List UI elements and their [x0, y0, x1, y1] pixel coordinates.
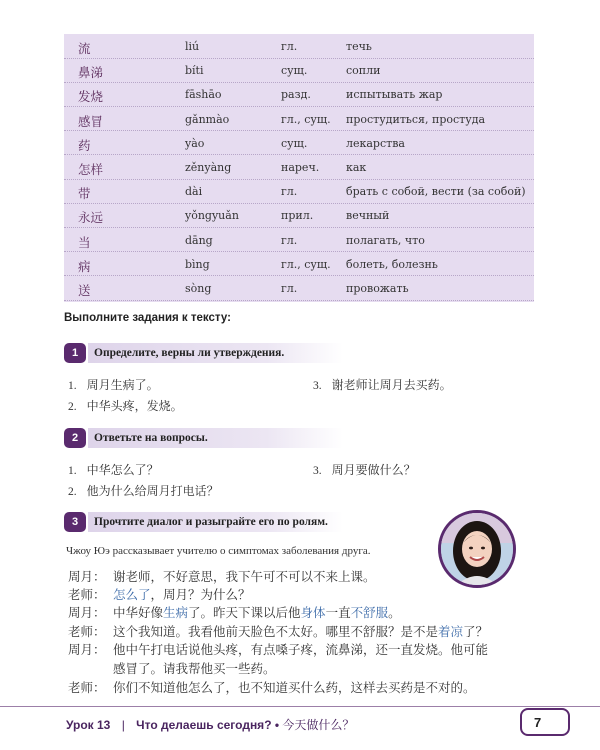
vocab-part-of-speech: гл. [281, 282, 298, 295]
task-3-title: Прочтите диалог и разыграйте его по ролям. [88, 512, 343, 532]
highlighted-word: 怎么了 [113, 587, 151, 602]
vocab-pinyin: bìng [185, 257, 210, 271]
task-1-header [64, 343, 343, 363]
dialogue-line [68, 680, 476, 696]
dialogue-text: 。 [388, 605, 401, 620]
dialogue-line [68, 661, 276, 677]
vocab-part-of-speech: сущ. [281, 64, 308, 78]
speaker: 周月： [68, 569, 106, 584]
task-3-header [64, 512, 343, 532]
dialogue-text: 你们不知道他怎么了，也不知道买什么药，这样去买药是不对的。 [113, 680, 476, 695]
girl-portrait-icon [441, 513, 513, 585]
vocabulary-table [64, 34, 534, 302]
highlighted-word: 身体 [300, 605, 326, 620]
dialogue-text: ，周月？为什么？ [150, 587, 251, 602]
speaker: 老师： [68, 680, 106, 695]
vocab-hanzi: 怎样 [78, 162, 104, 177]
vocab-pinyin: fāshāo [185, 88, 222, 102]
vocab-pinyin: yào [185, 136, 205, 150]
vocab-hanzi: 当 [78, 234, 91, 250]
vocab-part-of-speech: разд. [281, 88, 311, 102]
vocab-part-of-speech: гл. [281, 40, 298, 53]
lesson-title-ru: Что делаешь сегодня? • [136, 718, 280, 732]
footer [66, 716, 354, 733]
dialogue-text: 中华好像 [113, 605, 164, 620]
task-2-item-1: 1. 中华怎么了？ [68, 463, 159, 477]
vocab-translation: сопли [346, 64, 381, 78]
vocab-part-of-speech: гл. [281, 185, 298, 199]
dialogue-line [68, 587, 251, 603]
tasks-heading: Выполните задания к тексту: [64, 312, 231, 324]
vocab-part-of-speech: гл., сущ. [281, 112, 331, 126]
vocab-translation: простудиться, простуда [346, 112, 486, 126]
speaker: 老师： [68, 587, 106, 602]
task-2-title: Ответьте на вопросы. [88, 428, 343, 448]
vocab-row [64, 204, 534, 228]
highlighted-word: 不舒服 [350, 605, 389, 620]
vocab-translation: брать с собой, вести (за собой) [346, 185, 526, 199]
vocab-row [64, 229, 534, 253]
dialogue-text: 他中午打电话说他头疼，有点嗓子疼，流鼻涕，还一直发烧。他可能 [113, 642, 489, 657]
vocab-row [64, 156, 534, 180]
student-photo [438, 510, 516, 588]
vocab-part-of-speech: сущ. [281, 136, 308, 150]
lesson-title-zh: 今天做什么？ [282, 718, 355, 732]
vocab-translation: провожать [346, 282, 409, 295]
vocab-translation: испытывать жар [346, 88, 443, 102]
dialogue-text: 谢老师，不好意思，我下午可不可以不来上课。 [113, 569, 376, 584]
dialogue-text: 感冒了。请我帮他买一些药。 [113, 661, 276, 676]
footer-separator: | [121, 718, 125, 732]
vocab-hanzi: 病 [78, 258, 91, 274]
vocab-row [64, 35, 534, 59]
task-1-number: 1 [64, 343, 86, 363]
vocab-pinyin: dài [185, 185, 203, 199]
task-2-header [64, 428, 343, 448]
dialogue-text: 了？ [463, 624, 489, 639]
vocab-part-of-speech: прил. [281, 209, 314, 223]
task-2-item-3: 3. 周月要做什么？ [313, 463, 416, 477]
dialogue-line [68, 624, 488, 640]
dialogue-text: 一直 [325, 605, 351, 620]
vocab-pinyin: yǒngyuǎn [185, 209, 239, 223]
vocab-row [64, 277, 534, 301]
task-1-item-2: 2. 中华头疼，发烧。 [68, 399, 183, 413]
vocab-hanzi: 鼻涕 [78, 65, 104, 81]
vocab-pinyin: dāng [185, 233, 213, 247]
task-3-number: 3 [64, 512, 86, 532]
vocab-row [64, 253, 534, 277]
dialogue-text: 了。昨天下课以后他 [188, 605, 301, 620]
dialogue-line [68, 605, 401, 621]
highlighted-word: 着凉 [438, 624, 464, 639]
dialogue-line [68, 569, 376, 585]
speaker: 周月： [68, 605, 106, 620]
vocab-row [64, 83, 534, 107]
vocab-part-of-speech: нареч. [281, 161, 320, 174]
speaker: 周月： [68, 642, 106, 657]
vocab-translation: течь [346, 40, 372, 53]
vocab-translation: полагать, что [346, 233, 425, 247]
lesson-number: Урок 13 [66, 718, 111, 732]
vocab-pinyin: sòng [185, 282, 212, 295]
task-1-item-3: 3. 谢老师让周月去买药。 [313, 378, 452, 392]
highlighted-word: 生病 [163, 605, 189, 620]
task-2-item-2: 2. 他为什么给周月打电话？ [68, 484, 219, 498]
footer-divider [0, 706, 600, 707]
vocab-row [64, 108, 534, 132]
vocab-translation: лекарства [346, 136, 405, 150]
vocab-hanzi: 带 [78, 186, 91, 202]
vocab-part-of-speech: гл. [281, 233, 298, 247]
vocab-pinyin: zěnyàng [185, 161, 232, 174]
page-number: 7 [520, 708, 570, 736]
task-2-number: 2 [64, 428, 86, 448]
vocab-row [64, 59, 534, 83]
task-1-item-1: 1. 周月生病了。 [68, 378, 159, 392]
vocab-hanzi: 永远 [78, 210, 104, 226]
vocab-translation: как [346, 161, 367, 174]
vocab-hanzi: 流 [78, 41, 91, 56]
vocab-pinyin: gǎnmào [185, 112, 230, 126]
vocab-pinyin: bíti [185, 64, 204, 78]
task-1-title: Определите, верны ли утверждения. [88, 343, 343, 363]
task-3-intro: Чжоу Юэ рассказывает учителю о симптомах заболевания друга. [66, 545, 371, 557]
vocab-pinyin: liú [185, 40, 200, 53]
dialogue-text: 这个我知道。我看他前天脸色不太好。哪里不舒服？是不是 [113, 624, 439, 639]
dialogue-line [68, 642, 488, 658]
vocab-hanzi: 感冒 [78, 113, 104, 129]
vocab-part-of-speech: гл., сущ. [281, 257, 331, 271]
vocab-translation: вечный [346, 209, 390, 223]
speaker: 老师： [68, 624, 106, 639]
vocab-row [64, 132, 534, 156]
vocab-hanzi: 送 [78, 283, 91, 298]
vocab-hanzi: 发烧 [78, 89, 104, 105]
vocab-translation: болеть, болезнь [346, 257, 438, 271]
vocab-row [64, 180, 534, 204]
vocab-hanzi: 药 [78, 137, 91, 153]
